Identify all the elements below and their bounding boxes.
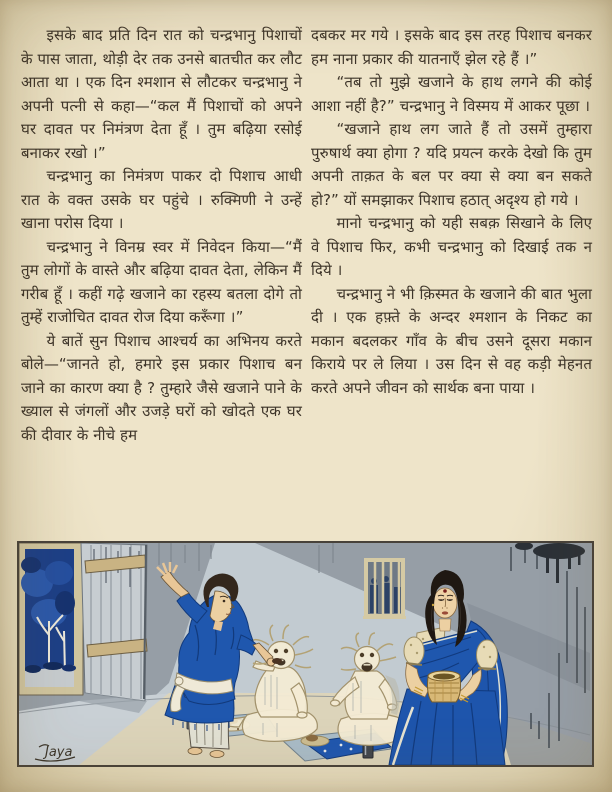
- story-paragraph: चन्द्रभानु ने भी क़िस्मत के खजाने की बात भुला दी । एक हफ़्ते के अन्दर श्मशान के निकट का मकान बदलकर गाँव के बीच उसने दूसरा मकान किराये पर ले लिया । उस दिन से वह कड़ी मेहनत करते अपने जीवन को सार्थक बना पाया ।: [311, 284, 592, 397]
- illustration-canvas: [19, 543, 592, 765]
- bindi: [443, 589, 447, 593]
- story-paragraph: “खजाने हाथ लग जाते हैं तो उसमें तुम्हारा पुरुषार्थ क्या होगा ? यदि प्रयत्न करके देखो कि तुम अपनी ताक़त के बल पर क्या से क्या बन सकते हो?” यों समझाकर पिशाच हठात् अदृश्य हो गये ।: [311, 120, 592, 209]
- text-column-right: [311, 24, 592, 400]
- barred-window: [363, 560, 406, 619]
- doorway-night-scene: [19, 543, 83, 695]
- story-paragraph: चन्द्रभानु ने विनम्र स्वर में निवेदन किया—“मैं तुम लोगों के वास्ते और बढ़िया दावत देता, लेकिन मैं गरीब हूँ । कहीं गढ़े खजाने का रहस्य बतला दोगे तो तुम्हें राजोचित दावत रोज दिया करूँगा ।”: [21, 237, 302, 326]
- story-paragraph: दबकर मर गये । इसके बाद इस तरह पिशाच बनकर हम नाना प्रकार की यातनाएँ झेल रहे हैं ।”: [311, 26, 592, 68]
- story-paragraph: इसके बाद प्रति दिन रात को चन्द्रभानु पिशाचों के पास जाता, थोड़ी देर तक उनसे बातचीत कर लौट आता था । एक दिन श्मशान से लौटकर चन्द्रभानु ने अपनी पत्नी से कहा—“कल मैं पिशाचों को अपने घर दावत पर निमंत्रण देता हूँ । तुम बढ़िया रसोई बनाकर रखो ।”: [21, 26, 302, 162]
- signature-text: Jaya: [45, 745, 73, 760]
- text-column-left: [21, 24, 302, 447]
- story-paragraph: “तब तो मुझे खजाने के हाथ लगने की कोई आशा नहीं है?” चन्द्रभानु ने विस्मय में आकर पूछा ।: [311, 73, 592, 115]
- open-door: [79, 543, 147, 713]
- story-paragraph: मानो चन्द्रभानु को यही सबक़ सिखाने के लिए वे पिशाच फिर, कभी चन्द्रभानु को दिखाई तक न दिये ।: [311, 214, 592, 279]
- story-paragraph: ये बातें सुन पिशाच आश्चर्य का अभिनय करते बोले—“जानते हो, हमारे इस प्रकार पिशाच बन जाने का कारण क्या है ? तुम्हारे जैसे खजाने पाने के ख्याल से जंगलों और उजड़े घरों को खोदते एक घर की दीवार के नीचे हम: [21, 331, 302, 444]
- story-illustration: [17, 541, 594, 767]
- story-paragraph: चन्द्रभानु का निमंत्रण पाकर दो पिशाच आधी रात के वक्त उसके घर पहुंचे । रुक्मिणी ने उन्हें खाना परोस दिया ।: [21, 167, 302, 232]
